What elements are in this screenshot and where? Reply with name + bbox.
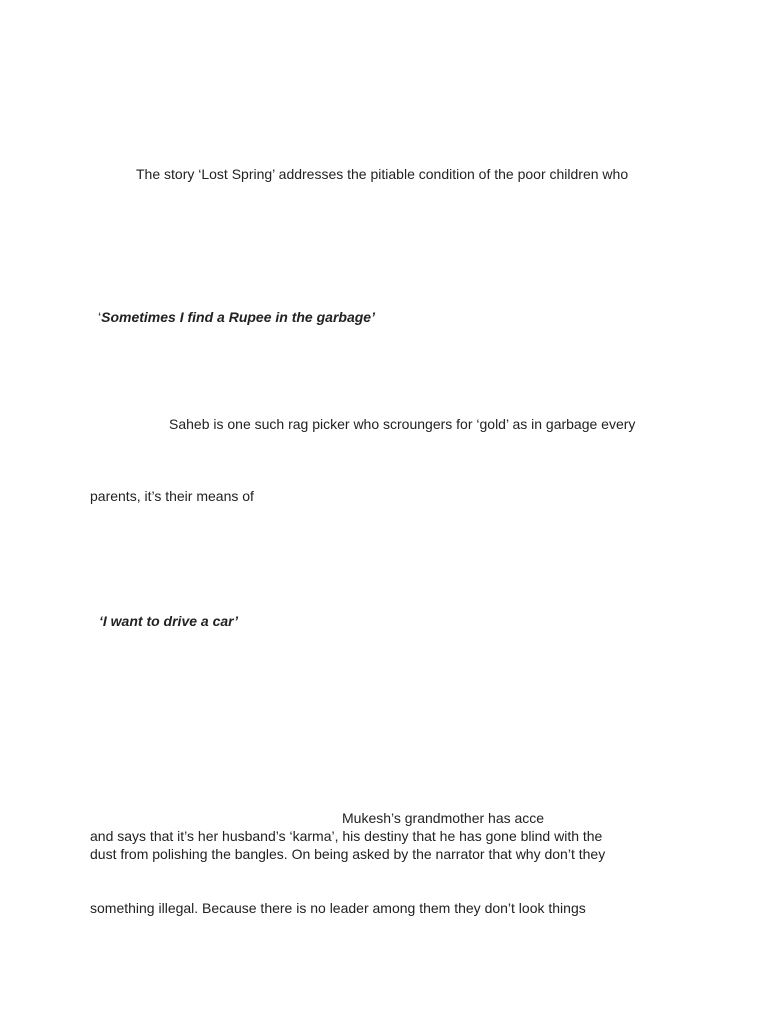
paragraph-intro-line: The story ‘Lost Spring’ addresses the pitiable condition of the poor children who (136, 166, 629, 182)
paragraph-illegal-line: something illegal. Because there is no leader among them they don’t look things (90, 900, 586, 916)
paragraph-mukesh-line-1: Mukesh’s grandmother has acce (342, 810, 545, 826)
quote-rupee-text: Sometimes I find a Rupee in the garbage’ (101, 309, 375, 325)
paragraph-mukesh-line-3: dust from polishing the bangles. On being asked by the narrator that why don’t they (90, 846, 606, 862)
paragraph-saheb-line-2: parents, it’s their means of (90, 488, 254, 504)
quote-rupee-open-mark: ‘ (98, 309, 102, 325)
paragraph-mukesh-line-2: and says that it’s her husband’s ‘karma’, his destiny that he has gone blind with the (90, 828, 603, 844)
paragraph-saheb-line-1: Saheb is one such rag picker who scroungers for ‘gold’ as in garbage every (169, 416, 636, 432)
quote-rupee (98, 308, 375, 326)
quote-drive-car: ‘I want to drive a car’ (99, 613, 239, 629)
